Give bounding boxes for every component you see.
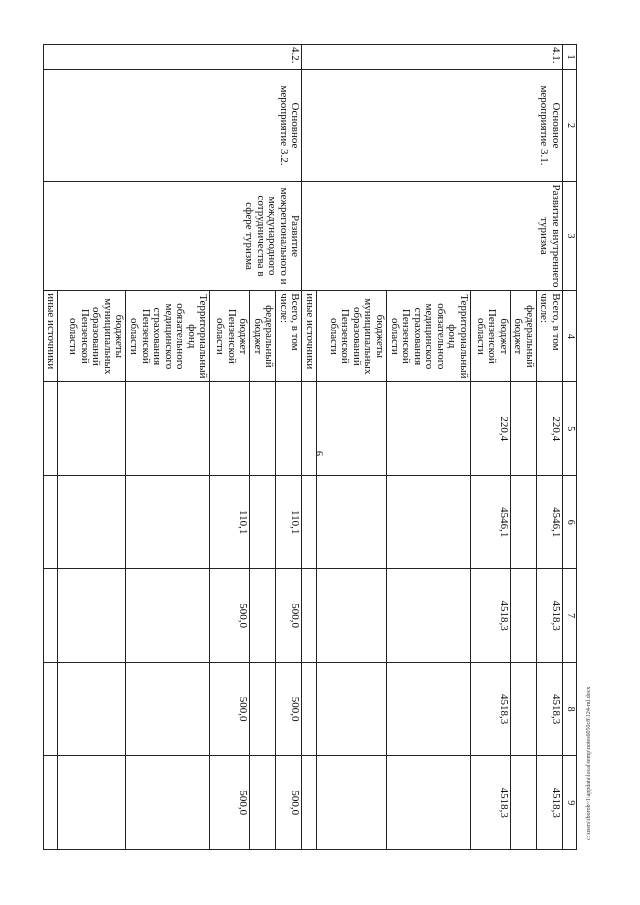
- source-municipal: бюджеты муниципальных образований Пензенской области: [58, 291, 126, 382]
- col-header-5: 5: [563, 382, 577, 475]
- col-header-6: 6: [563, 475, 577, 568]
- table-row: [536, 45, 562, 850]
- value-cell: [276, 382, 302, 475]
- event-name: Основное мероприятие 3.2.: [43, 70, 302, 182]
- source-federal: федеральный бюджет: [250, 291, 276, 382]
- source-municipal: бюджеты муниципальных образований Пензенской области: [316, 291, 386, 382]
- value-cell: 4546,1: [536, 475, 562, 568]
- value-cell: 4518,3: [536, 569, 562, 662]
- value-cell: 4518,3: [470, 662, 510, 755]
- value-cell: 4546,1: [470, 475, 510, 568]
- footer-file-path: c:\users\iborob~1\appdata\local\temp\notes6050c8\124-ml.docx: [586, 686, 592, 840]
- value-cell: 500,0: [210, 569, 250, 662]
- col-header-7: 7: [563, 569, 577, 662]
- col-header-4: 4: [563, 291, 577, 382]
- source-total: Всего, в том числе:: [536, 291, 562, 382]
- table-row: [276, 45, 302, 850]
- value-cell: 220,4: [536, 382, 562, 475]
- source-tfoms: Территориальный фонд обязательного медицинского страхования Пензенской области: [126, 291, 210, 382]
- col-header-2: 2: [563, 70, 577, 182]
- value-cell: 4518,3: [536, 662, 562, 755]
- value-cell: 4518,3: [536, 756, 562, 850]
- row-number: 4.2.: [43, 45, 302, 70]
- header-row: [563, 45, 577, 850]
- budget-table: [43, 44, 577, 850]
- value-cell: 500,0: [276, 756, 302, 850]
- source-regional: бюджет Пензенской области: [470, 291, 510, 382]
- source-other: иные источники: [43, 291, 58, 382]
- col-header-1: 1: [563, 45, 577, 70]
- source-regional: бюджет Пензенской области: [210, 291, 250, 382]
- value-cell: 110,1: [210, 475, 250, 568]
- value-cell: 500,0: [276, 662, 302, 755]
- event-title: Развитие межрегионального и международного сотрудничества в сфере туризма: [43, 181, 302, 290]
- col-header-9: 9: [563, 756, 577, 850]
- value-cell: 500,0: [210, 756, 250, 850]
- value-cell: [210, 382, 250, 475]
- event-title: Развитие внутреннего туризма: [302, 181, 563, 290]
- value-cell: 220,4: [470, 382, 510, 475]
- value-cell: 500,0: [276, 569, 302, 662]
- source-federal: федеральный бюджет: [510, 291, 536, 382]
- event-name: Основное мероприятие 3.1.: [302, 70, 563, 182]
- page-number: 9: [315, 451, 326, 456]
- value-cell: 500,0: [210, 662, 250, 755]
- value-cell: 4518,3: [470, 756, 510, 850]
- source-total: Всего, в том числе:: [276, 291, 302, 382]
- col-header-8: 8: [563, 662, 577, 755]
- value-cell: 4518,3: [470, 569, 510, 662]
- col-header-3: 3: [563, 181, 577, 290]
- rotated-table-container: [45, 44, 577, 850]
- value-cell: 110,1: [276, 475, 302, 568]
- row-number: 4.1.: [302, 45, 563, 70]
- source-tfoms: Территориальный фонд обязательного медицинского страхования Пензенской области: [386, 291, 470, 382]
- source-other: иные источники: [302, 291, 317, 382]
